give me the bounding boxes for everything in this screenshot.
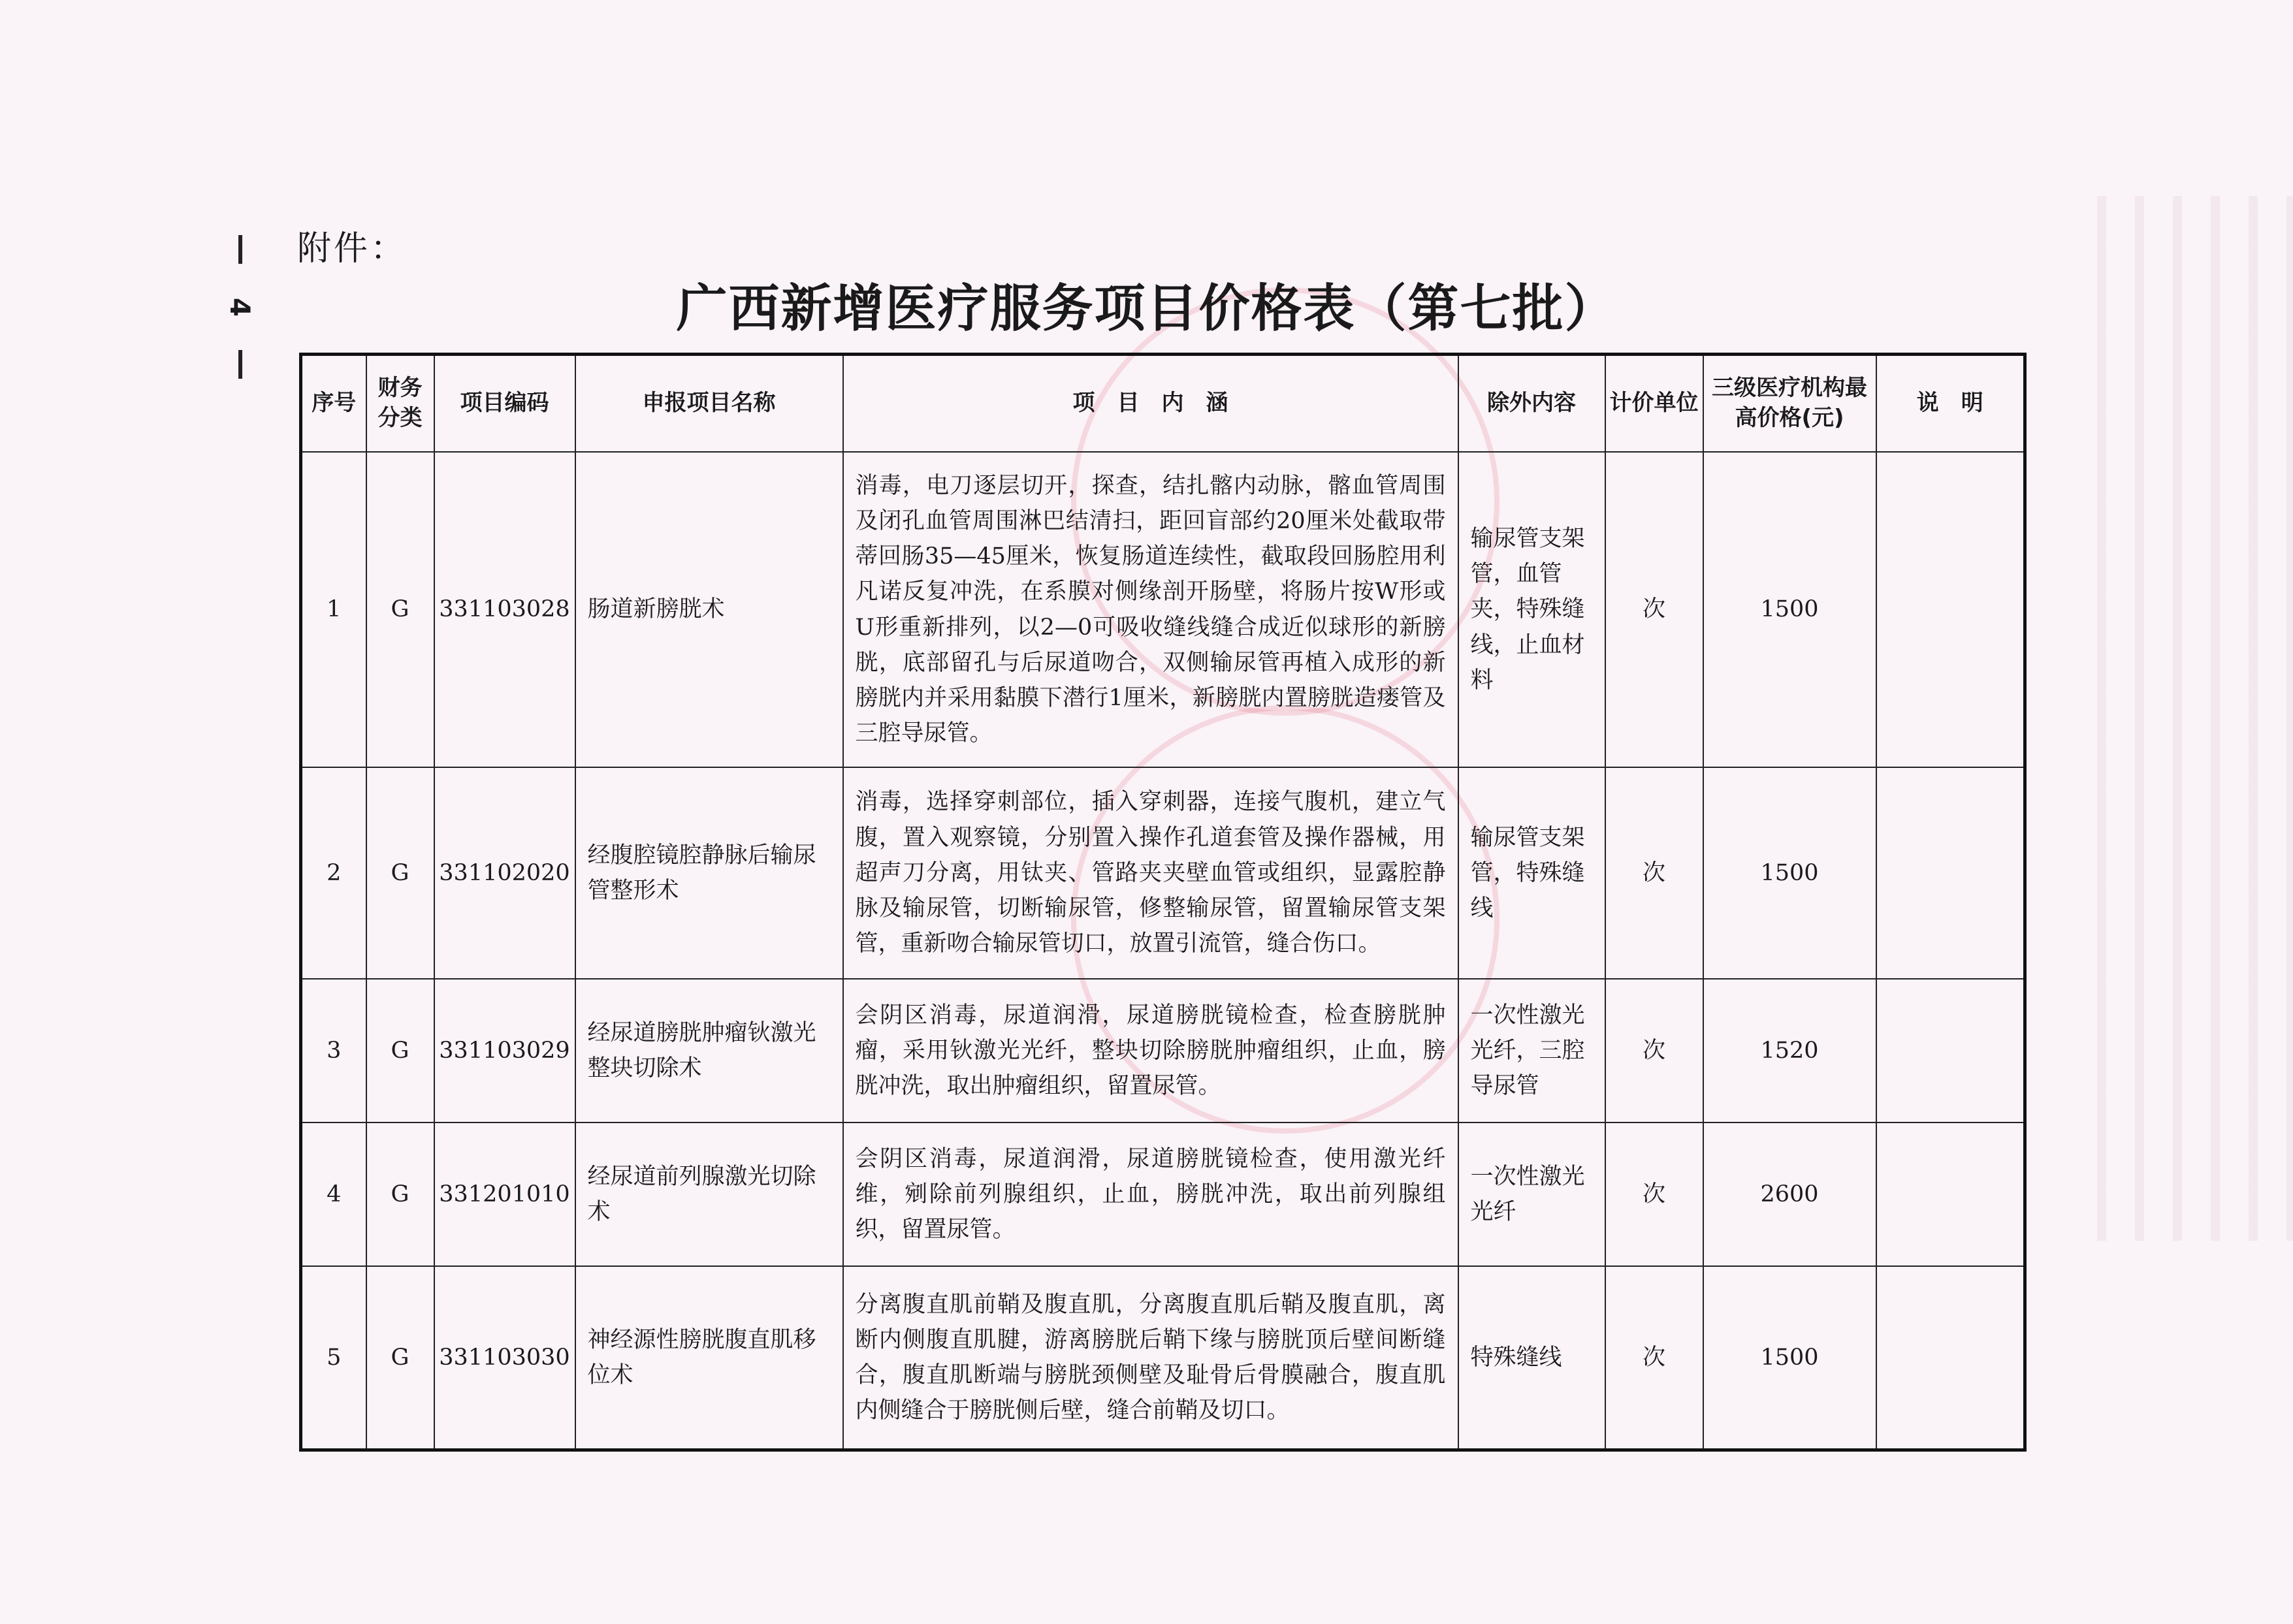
cell-name: 经尿道前列腺激光切除术 [575, 1122, 843, 1266]
cell-category: G [366, 1122, 434, 1266]
cell-note [1876, 1266, 2025, 1450]
header-max-price: 三级医疗机构最高价格(元) [1703, 355, 1876, 453]
cell-note [1876, 979, 2025, 1122]
cell-excluded: 一次性激光光纤，三腔导尿管 [1458, 979, 1605, 1122]
cell-seq: 5 [301, 1266, 366, 1450]
cell-category: G [366, 452, 434, 767]
cell-max-price: 1500 [1703, 452, 1876, 767]
header-excluded: 除外内容 [1458, 355, 1605, 453]
cell-name: 经尿道膀胱肿瘤钬激光整块切除术 [575, 979, 843, 1122]
cell-unit: 次 [1605, 979, 1703, 1122]
header-name: 申报项目名称 [575, 355, 843, 453]
cell-content: 会阴区消毒，尿道润滑，尿道膀胱镜检查，检查膀胱肿瘤，采用钬激光光纤，整块切除膀胱肿瘤组织，止血，膀胱冲洗，取出肿瘤组织，留置尿管。 [843, 979, 1458, 1122]
cell-unit: 次 [1605, 767, 1703, 979]
cell-note [1876, 1122, 2025, 1266]
cell-unit: 次 [1605, 1266, 1703, 1450]
cell-seq: 3 [301, 979, 366, 1122]
cell-unit: 次 [1605, 1122, 1703, 1266]
page-number-dash-bottom [238, 350, 242, 379]
header-unit: 计价单位 [1605, 355, 1703, 453]
cell-excluded: 输尿管支架管，特殊缝线 [1458, 767, 1605, 979]
cell-code: 331103030 [434, 1266, 575, 1450]
table-row [301, 767, 2025, 979]
cell-code: 331103028 [434, 452, 575, 767]
table-row [301, 979, 2025, 1122]
table-header-row [301, 355, 2025, 453]
cell-code: 331102020 [434, 767, 575, 979]
table-row [301, 1122, 2025, 1266]
cell-seq: 2 [301, 767, 366, 979]
cell-excluded: 输尿管支架管，血管夹，特殊缝线，止血材料 [1458, 452, 1605, 767]
document-title: 广西新增医疗服务项目价格表（第七批） [676, 279, 1617, 338]
table-row [301, 452, 2025, 767]
cell-excluded: 特殊缝线 [1458, 1266, 1605, 1450]
cell-category: G [366, 979, 434, 1122]
cell-excluded: 一次性激光光纤 [1458, 1122, 1605, 1266]
cell-name: 神经源性膀胱腹直肌移位术 [575, 1266, 843, 1450]
price-table [299, 353, 2027, 1452]
cell-name: 经腹腔镜腔静脉后输尿管整形术 [575, 767, 843, 979]
cell-seq: 4 [301, 1122, 366, 1266]
cell-max-price: 1520 [1703, 979, 1876, 1122]
attachment-label: 附件： [297, 229, 408, 268]
cell-max-price: 1500 [1703, 767, 1876, 979]
header-content: 项 目 内 涵 [843, 355, 1458, 453]
header-seq: 序号 [301, 355, 366, 453]
header-code: 项目编码 [434, 355, 575, 453]
page-number-dash-top [238, 235, 242, 264]
page-number-value: 4 [224, 297, 257, 317]
cell-seq: 1 [301, 452, 366, 767]
cell-content: 分离腹直肌前鞘及腹直肌，分离腹直肌后鞘及腹直肌，离断内侧腹直肌腱，游离膀胱后鞘下缘与膀胱顶后壁间断缝合，腹直肌断端与膀胱颈侧壁及耻骨后骨膜融合，腹直肌内侧缝合于膀胱侧后壁，缝合前鞘及切口。 [843, 1266, 1458, 1450]
table-row [301, 1266, 2025, 1450]
cell-max-price: 2600 [1703, 1122, 1876, 1266]
cell-content: 消毒，电刀逐层切开，探查，结扎髂内动脉，髂血管周围及闭孔血管周围淋巴结清扫，距回盲部约20厘米处截取带蒂回肠35—45厘米，恢复肠道连续性，截取段回肠腔用利凡诺反复冲洗，在系膜对侧缘剖开肠壁，将肠片按W形或U形重新排列，以2—0可吸收缝线缝合成近似球形的新膀胱，底部留孔与后尿道吻合，双侧输尿管再植入成形的新膀胱内并采用黏膜下潜行1厘米，新膀胱内置膀胱造瘘管及三腔导尿管。 [843, 452, 1458, 767]
reverse-side-bleed-through [2097, 196, 2293, 1241]
cell-content: 会阴区消毒，尿道润滑，尿道膀胱镜检查，使用激光纤维，剜除前列腺组织，止血，膀胱冲洗，取出前列腺组织，留置尿管。 [843, 1122, 1458, 1266]
cell-max-price: 1500 [1703, 1266, 1876, 1450]
cell-content: 消毒，选择穿刺部位，插入穿刺器，连接气腹机，建立气腹，置入观察镜，分别置入操作孔道套管及操作器械，用超声刀分离，用钛夹、管路夹夹壁血管或组织，显露腔静脉及输尿管，切断输尿管，修整输尿管，留置输尿管支架管，重新吻合输尿管切口，放置引流管，缝合伤口。 [843, 767, 1458, 979]
cell-unit: 次 [1605, 452, 1703, 767]
header-category: 财务分类 [366, 355, 434, 453]
cell-note [1876, 452, 2025, 767]
cell-category: G [366, 767, 434, 979]
cell-code: 331103029 [434, 979, 575, 1122]
cell-name: 肠道新膀胱术 [575, 452, 843, 767]
cell-category: G [366, 1266, 434, 1450]
header-note: 说 明 [1876, 355, 2025, 453]
cell-note [1876, 767, 2025, 979]
cell-code: 331201010 [434, 1122, 575, 1266]
